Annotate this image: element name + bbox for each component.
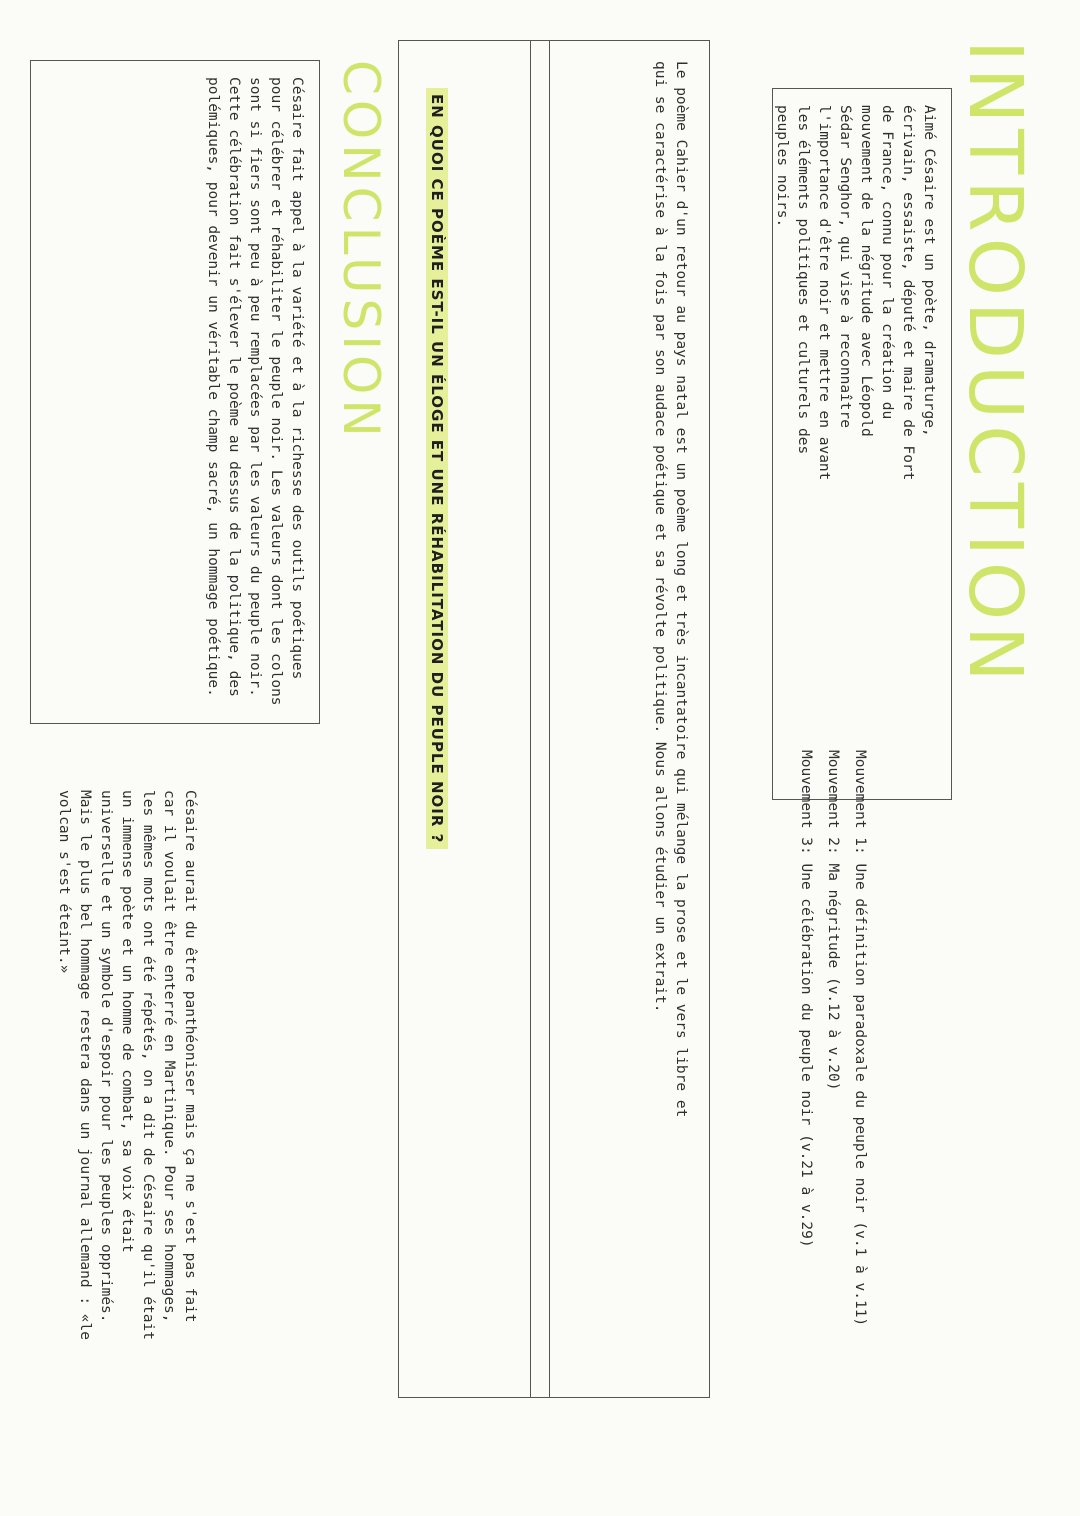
- introduction-box: [772, 88, 952, 800]
- conclusion-box: [30, 60, 320, 724]
- movement-item: Mouvement 2: Ma négritude (v.12 à v.20): [825, 750, 841, 1091]
- conclusion-title: CONCLUSION: [332, 60, 390, 442]
- introduction-paragraph: Aimé Césaire est un poète, dramaturge, écrivain, essaiste, député et maire de Fort de France, connu pour la création du mouvement de la négritude avec Léopold Sédar Senghor, qui vise à reconnaître l'importance d'être noir et mettre en avant les éléments politiques et culturels des peuples noirs.: [774, 105, 937, 481]
- movements-list: [789, 750, 870, 1350]
- movement-item: Mouvement 1: Une définition paradoxale du peuple noir (v.1 à v.11): [852, 750, 868, 1327]
- ouverture-paragraph: Césaire aurait du être panthéoniser mais ça ne s'est pas fait car il voulait être enterré en Martinique. Pour ses hommages, les mêmes mots ont été répétés, on a dit de Césaire qu'il était un immense poète et un homme de combat, sa voix était universelle et un symbole d'espoir pour les peuples opprimés. Mais le plus bel hommage restera dans un journal allemand : «le volcan s'est éteint.»: [56, 790, 198, 1340]
- ouverture-paragraph-wrap: [53, 790, 200, 1390]
- problematique-question: EN QUOI CE POÈME EST-IL UN ÉLOGE ET UNE RÉHABILITATION DU PEUPLE NOIR ?: [426, 88, 448, 849]
- movement-item: Mouvement 3: Une célébration du peuple noir (v.21 à v.29): [798, 750, 814, 1248]
- conclusion-paragraph: Césaire fait appel à la variété et à la richesse des outils poétiques pour célébrer et réhabiliter le peuple noir. Les valeurs dont les colons sont si fiers sont peu à peu remplacées par les valeurs du peuple noir. Cette célébration fait s'élever le poème au dessus de la politique, des polémiques, pour devenir un véritable champ sacré, un hommage poétique.: [205, 77, 305, 706]
- presentation-paragraph: Le poème Cahier d'un retour au pays natal est un poème long et très incantatoire qui mélange la prose et le vers libre et qui se caractérise à la fois par son audace poétique et sa révolte politique. Nous allons étudier un extrait.: [652, 61, 689, 1118]
- problematique-box: [398, 40, 550, 1398]
- introduction-title: INTRODUCTION: [952, 40, 1038, 688]
- presentation-box: [530, 40, 710, 1398]
